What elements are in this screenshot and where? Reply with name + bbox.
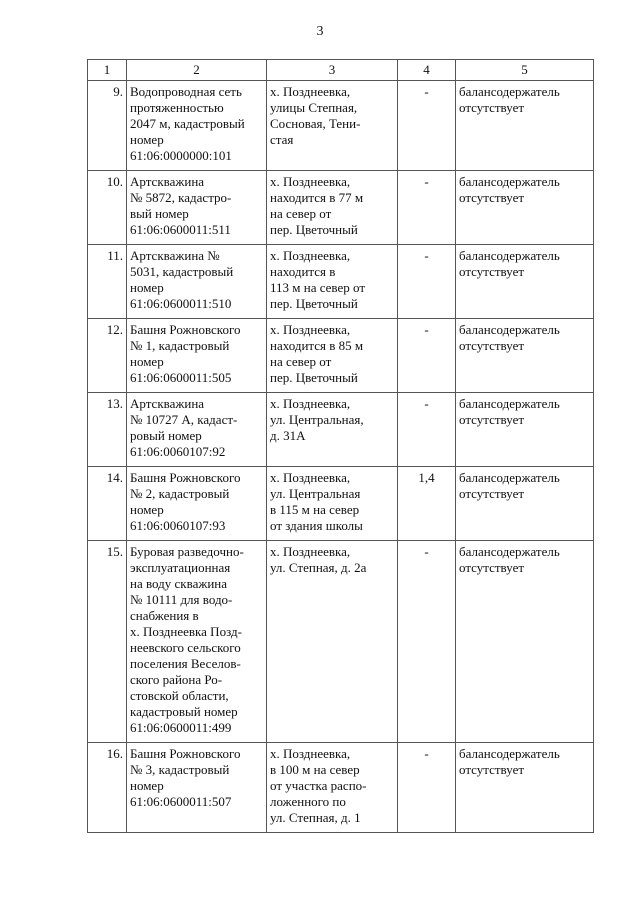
object-name: Артскважина № 10727 А, кадаст- ровый номер 61:06:0060107:92 — [127, 393, 267, 467]
row-number: 15. — [88, 541, 127, 743]
page-number: 3 — [316, 24, 324, 39]
object-name: Артскважина № 5031, кадастровый номер 61:06:0600011:510 — [127, 245, 267, 319]
table-row — [88, 171, 594, 245]
object-name: Буровая разведочно- эксплуатационная на воду скважина № 10111 для водо- снабжения в х. Позднеевка Позд- неевского сельского поселения Веселов- ского района Ро- стовской области, кадастровый номер 61:06:0600011:499 — [127, 541, 267, 743]
column-4-value: - — [398, 743, 456, 833]
object-location: х. Позднеевка, находится в 77 м на север от пер. Цветочный — [267, 171, 398, 245]
table-row — [88, 319, 594, 393]
object-name: Башня Рожновского № 3, кадастровый номер 61:06:0600011:507 — [127, 743, 267, 833]
column-4-value: - — [398, 81, 456, 171]
row-number: 16. — [88, 743, 127, 833]
column-4-value: - — [398, 541, 456, 743]
object-location: х. Позднеевка, ул. Центральная в 115 м на север от здания школы — [267, 467, 398, 541]
property-register-table — [87, 59, 594, 833]
table-row — [88, 245, 594, 319]
object-name: Башня Рожновского № 2, кадастровый номер 61:06:0060107:93 — [127, 467, 267, 541]
column-4-value: - — [398, 393, 456, 467]
balance-holder: балансодержатель отсутствует — [456, 393, 594, 467]
object-name: Артскважина № 5872, кадастро- вый номер 61:06:0600011:511 — [127, 171, 267, 245]
table-row — [88, 81, 594, 171]
header-cell-1: 1 — [88, 60, 127, 81]
object-location: х. Позднеевка, в 100 м на север от участка распо- ложенного по ул. Степная, д. 1 — [267, 743, 398, 833]
row-number: 12. — [88, 319, 127, 393]
table-row — [88, 467, 594, 541]
balance-holder: балансодержатель отсутствует — [456, 541, 594, 743]
object-location: х. Позднеевка, находится в 113 м на север от пер. Цветочный — [267, 245, 398, 319]
row-number: 11. — [88, 245, 127, 319]
balance-holder: балансодержатель отсутствует — [456, 171, 594, 245]
balance-holder: балансодержатель отсутствует — [456, 81, 594, 171]
balance-holder: балансодержатель отсутствует — [456, 319, 594, 393]
object-location: х. Позднеевка, находится в 85 м на север от пер. Цветочный — [267, 319, 398, 393]
header-row — [88, 60, 594, 81]
table-row — [88, 393, 594, 467]
balance-holder: балансодержатель отсутствует — [456, 467, 594, 541]
balance-holder: балансодержатель отсутствует — [456, 245, 594, 319]
object-name: Водопроводная сеть протяженностью 2047 м, кадастровый номер 61:06:0000000:101 — [127, 81, 267, 171]
column-4-value: - — [398, 171, 456, 245]
object-location: х. Позднеевка, улицы Степная, Сосновая, Тени- стая — [267, 81, 398, 171]
header-cell-3: 3 — [267, 60, 398, 81]
table-row — [88, 743, 594, 833]
column-4-value: - — [398, 245, 456, 319]
row-number: 10. — [88, 171, 127, 245]
row-number: 13. — [88, 393, 127, 467]
object-location: х. Позднеевка, ул. Центральная, д. 31А — [267, 393, 398, 467]
column-4-value: - — [398, 319, 456, 393]
row-number: 14. — [88, 467, 127, 541]
header-cell-2: 2 — [127, 60, 267, 81]
column-4-value: 1,4 — [398, 467, 456, 541]
table-row — [88, 541, 594, 743]
balance-holder: балансодержатель отсутствует — [456, 743, 594, 833]
header-cell-5: 5 — [456, 60, 594, 81]
row-number: 9. — [88, 81, 127, 171]
object-name: Башня Рожновского № 1, кадастровый номер 61:06:0600011:505 — [127, 319, 267, 393]
header-cell-4: 4 — [398, 60, 456, 81]
object-location: х. Позднеевка, ул. Степная, д. 2а — [267, 541, 398, 743]
